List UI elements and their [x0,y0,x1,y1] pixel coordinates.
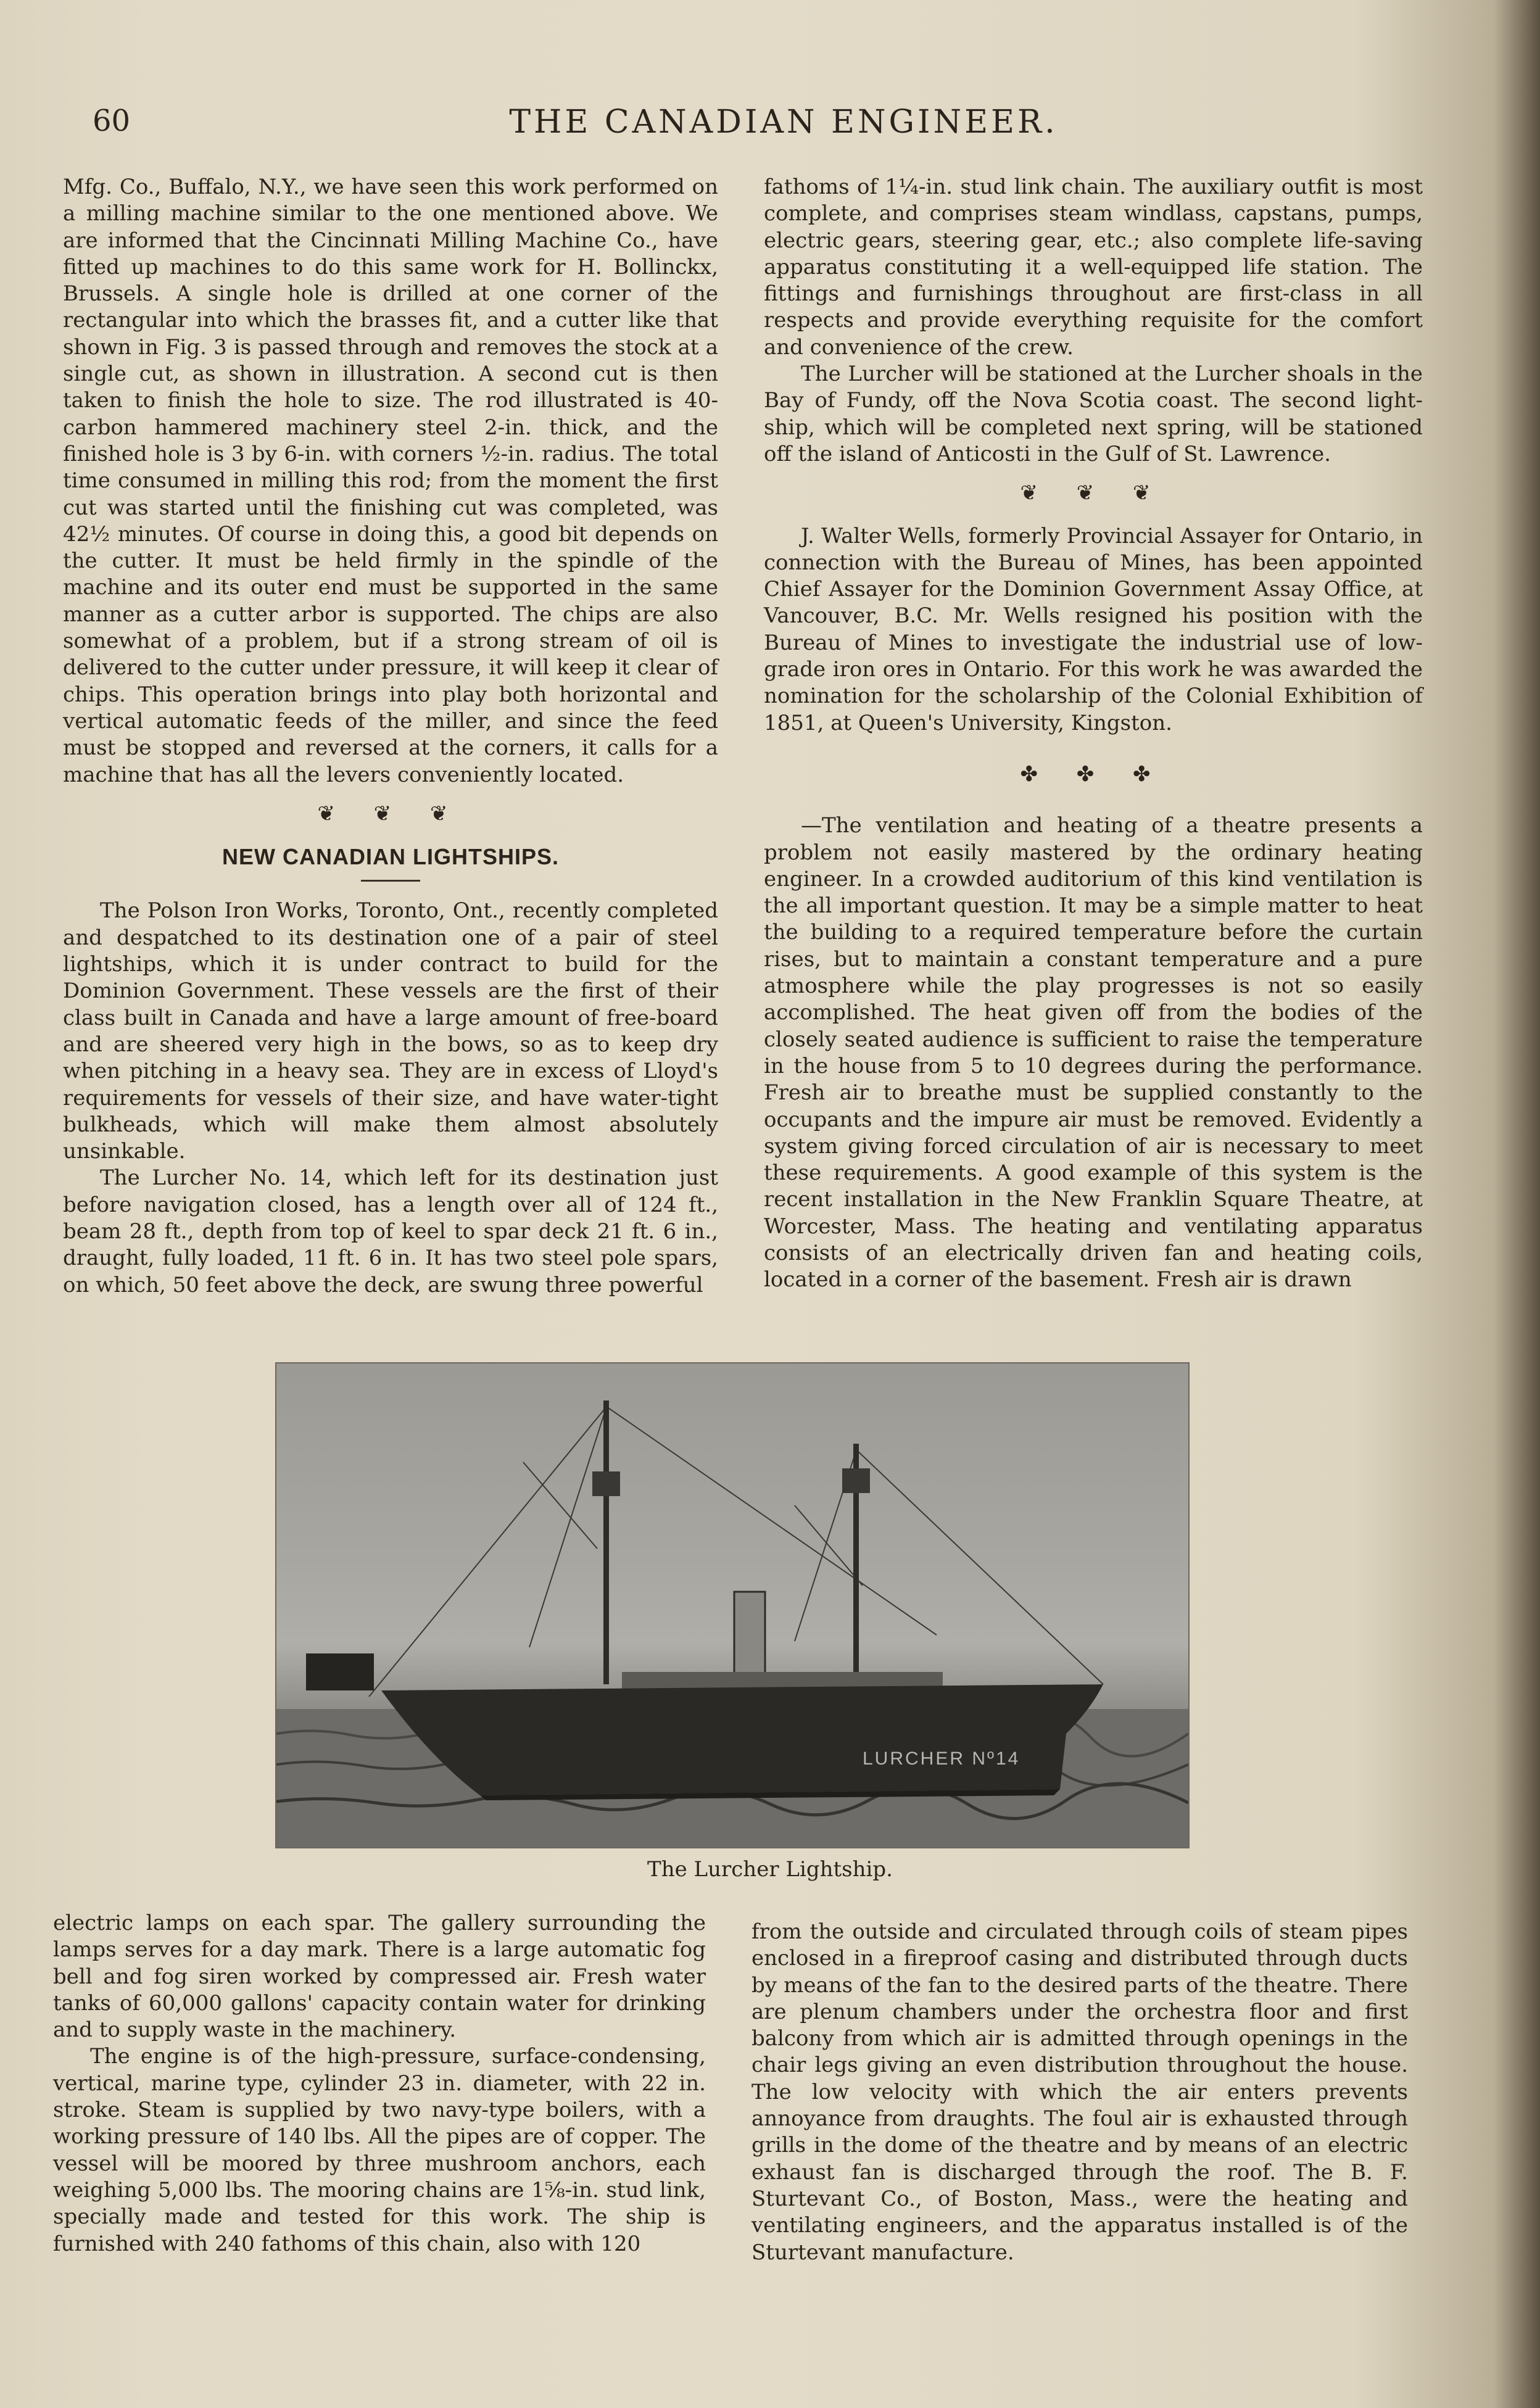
column-right-bottom [751,1919,1408,2266]
section-separator: ✤ ✤ ✤ [1020,761,1167,787]
article-paragraph: J. Walter Wells, formerly Provincial Assayer for Ontario, in connection with the Bureau of Mines, has been appointed Chief Assayer for the Dominion Government Assay Office, at Vancouver, B.C. Mr. Wells resigned his position with the Bureau of Mines to investigate the industrial use of low-grade iron ores in Ontario. For this work he was awarded the nomination for the scholarship of the Colonial Exhibition of 1851, at Queen's University, Kingston. [764,523,1423,735]
section-separator: ❦ ❦ ❦ [317,801,464,826]
fore-mast [603,1401,609,1684]
article-paragraph: The Lurcher will be stationed at the Lurcher shoals in the Bay of Fundy, off the Nova Scotia coast. The second light-ship, which will be completed next spring, will be stationed off the island of Anticosti in the Gulf of St. Lawrence. [764,362,1423,466]
article-paragraph: Mfg. Co., Buffalo, N.Y., we have seen this work performed on a milling machine similar to the one mentioned above. We are informed that the Cincinnati Milling Machine Co., have fitted up machines to do this same work for H. Bollinckx, Brussels. A single hole is drilled at one corner of the rectangular into which the brasses fit, and a cutter like that shown in Fig. 3 is passed through and removes the stock at a single cut, as shown in illustration. A second cut is then taken to finish the hole to size. The rod illustrated is 40-carbon hammered machinery steel 2-in. thick, and the finished hole is 3 by 6-in. with corners ½-in. radius. The total time consumed in milling this rod; from the moment the first cut was started until the finishing cut was completed, was 42½ minutes. Of course in doing this, a good bit depends on the cutter. It must be held firmly in the spindle of the machine and its outer end must be supported in the same manner as a cutter arbor is supported. The chips are also somewhat of a problem, but if a strong stream of oil is delivered to the cutter under pressure, it will keep it clear of chips. This operation brings into play both horizontal and vertical automatic feeds of the miller, and since the feed must be stopped and reversed at the corners, it calls for a machine that has all the levers conveniently located. [63,175,718,787]
journal-title: THE CANADIAN ENGINEER. [509,104,1058,141]
hull-lettering: LURCHER Nº14 [863,1748,1020,1769]
column-left-bottom [53,1910,706,2257]
article-paragraph: The Polson Iron Works, Toronto, Ont., recently completed and despatched to its destination one of a pair of steel lightships, which it is under contract to build for the Dominion Government. These vessels are the first of their class built in Canada and have a large amount of free-board and are sheered very high in the bows, so as to keep dry when pitching in a heavy sea. They are in excess of Lloyd's requirements for vessels of their size, and have water-tight bulkheads, which will make them almost absolutely unsinkable. [63,898,718,1164]
headline-rule [361,880,420,882]
article-paragraph: —The ventilation and heating of a theatre presents a problem not easily mastered by the ordinary heating engineer. In a crowded auditorium of this kind ventilation is the all important question. It may be a simple matter to heat the building to a required temperature before the curtain rises, but to maintain a constant temperature and a pure atmosphere while the play progresses is not so easily accomplished. The heat given off from the bodies of the closely seated audience is sufficient to raise the temperature in the house from 5 to 10 degrees during the performance. Fresh air to breathe must be supplied constantly to the occupants and the impure air must be removed. Evidently a system giving forced circulation of air is necessary to meet these requirements. A good example of this system is the recent installation in the New Franklin Square Theatre, at Worcester, Mass. The heating and ventilating apparatus consists of an electrically driven fan and heating coils, located in a corner of the basement. Fresh air is drawn [764,813,1423,1293]
lightship-photo [275,1362,1190,1848]
article-paragraph: The Lurcher No. 14, which left for its destination just before navigation closed, has a length over all of 124 ft., beam 28 ft., depth from top of keel to spar deck 21 ft. 6 in., draught, fully loaded, 11 ft. 6 in. It has two steel pole spars, on which, 50 feet above the deck, are swung three powerful [63,1165,718,1297]
page-header [68,104,1499,153]
mast-lantern [842,1468,870,1493]
article-paragraph: fathoms of 1¼-in. stud link chain. The auxiliary outfit is most complete, and comprises steam windlass, capstans, pumps, electric gears, steering gear, etc.; also complete life-saving apparatus constituting it a well-equipped life station. The fittings and furnishings throughout are first-class in all respects and provide everything requisite for the comfort and convenience of the crew. [764,175,1423,360]
mast-lantern [592,1471,620,1496]
column-left-top [63,174,718,1299]
figure-caption: The Lurcher Lightship. [647,1857,893,1882]
hull [381,1684,1103,1795]
ensign-flag [306,1653,374,1690]
article-paragraph: electric lamps on each spar. The gallery surrounding the lamps serves for a day mark. There is a large automatic fog bell and fog siren worked by compressed air. Fresh water tanks of 60,000 gallons' capacity contain water for drinking and to supply waste in the machinery. [53,1911,706,2043]
ship-illustration [276,1363,1188,1847]
article-headline: NEW CANADIAN LIGHTSHIPS. [222,844,559,870]
section-separator: ❦ ❦ ❦ [1020,481,1167,506]
article-paragraph: The engine is of the high-pressure, surface-condensing, vertical, marine type, cylinder 23 in. diameter, with 22 in. stroke. Steam is supplied by two navy-type boilers, with a working pressure of 140 lbs. All the pipes are of copper. The vessel will be moored by three mushroom anchors, each weighing 5,000 lbs. The mooring chains are 1⅝-in. stud link, specially made and tested for this work. The ship is furnished with 240 fathoms of this chain, also with 120 [53,2044,706,2256]
page-number: 60 [93,104,131,138]
article-paragraph: from the outside and circulated through coils of steam pipes enclosed in a fireproof casing and distributed through ducts by means of the fan to the desired parts of the theatre. There are plenum chambers under the orchestra floor and first balcony from which air is admitted through openings in the chair legs giving an even distribution throughout the house. The low velocity with which the air enters prevents annoyance from draughts. The foul air is exhausted through grills in the dome of the theatre and by means of an electric exhaust fan is discharged through the roof. The B. F. Sturtevant Co., of Boston, Mass., were the heating and ventilating engineers, and the apparatus installed is of the Sturtevant manufacture. [751,1919,1408,2265]
column-right-top [764,174,1423,1294]
